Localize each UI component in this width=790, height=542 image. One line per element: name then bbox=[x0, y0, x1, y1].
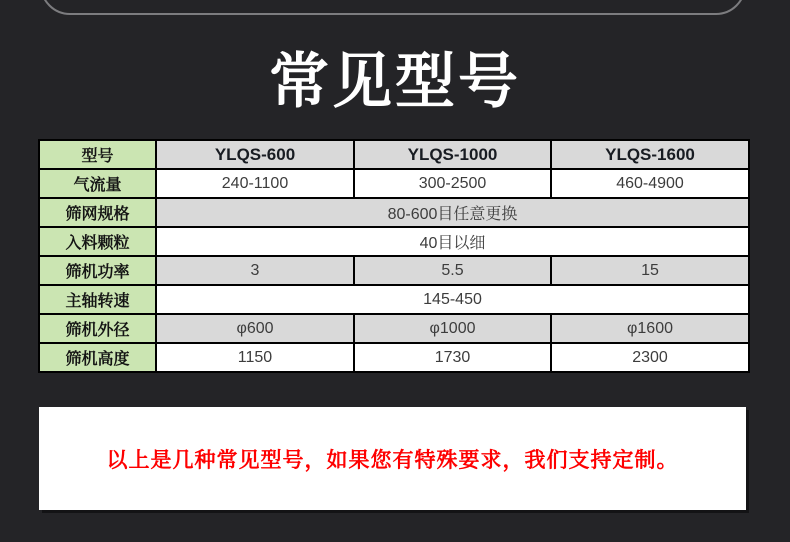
value-cell: φ600 bbox=[156, 314, 354, 343]
table-row-outer-diameter bbox=[39, 314, 749, 343]
table-row-model bbox=[39, 140, 749, 169]
row-label-airflow: 气流量 bbox=[39, 169, 156, 198]
table-row-spindle-speed bbox=[39, 285, 749, 314]
model-cell: YLQS-1600 bbox=[551, 140, 749, 169]
table-row-feed-particle bbox=[39, 227, 749, 256]
page-title: 常见型号 bbox=[269, 48, 521, 115]
value-cell: 460-4900 bbox=[551, 169, 749, 198]
table-row-machine-height bbox=[39, 343, 749, 372]
row-label-machine-height: 筛机高度 bbox=[39, 343, 156, 372]
row-label-outer-diameter: 筛机外径 bbox=[39, 314, 156, 343]
value-cell: 15 bbox=[551, 256, 749, 285]
merged-value-cell: 40目以细 bbox=[156, 227, 749, 256]
custom-order-note-box bbox=[39, 407, 746, 510]
model-spec-table bbox=[38, 139, 750, 373]
model-cell: YLQS-1000 bbox=[354, 140, 551, 169]
table-row-airflow bbox=[39, 169, 749, 198]
value-cell: 240-1100 bbox=[156, 169, 354, 198]
value-cell: 1150 bbox=[156, 343, 354, 372]
previous-section-card-outline bbox=[40, 0, 746, 15]
row-label-power: 筛机功率 bbox=[39, 256, 156, 285]
custom-order-note-text: 以上是几种常见型号，如果您有特殊要求，我们支持定制。 bbox=[106, 448, 679, 472]
value-cell: φ1600 bbox=[551, 314, 749, 343]
row-label-spindle-speed: 主轴转速 bbox=[39, 285, 156, 314]
value-cell: 2300 bbox=[551, 343, 749, 372]
merged-value-cell: 145-450 bbox=[156, 285, 749, 314]
value-cell: 5.5 bbox=[354, 256, 551, 285]
value-cell: 3 bbox=[156, 256, 354, 285]
value-cell: 300-2500 bbox=[354, 169, 551, 198]
row-label-feed-particle: 入料颗粒 bbox=[39, 227, 156, 256]
value-cell: φ1000 bbox=[354, 314, 551, 343]
merged-value-cell: 80-600目任意更换 bbox=[156, 198, 749, 227]
row-label-model: 型号 bbox=[39, 140, 156, 169]
table-row-mesh-spec bbox=[39, 198, 749, 227]
model-cell: YLQS-600 bbox=[156, 140, 354, 169]
table-row-power bbox=[39, 256, 749, 285]
value-cell: 1730 bbox=[354, 343, 551, 372]
row-label-mesh-spec: 筛网规格 bbox=[39, 198, 156, 227]
